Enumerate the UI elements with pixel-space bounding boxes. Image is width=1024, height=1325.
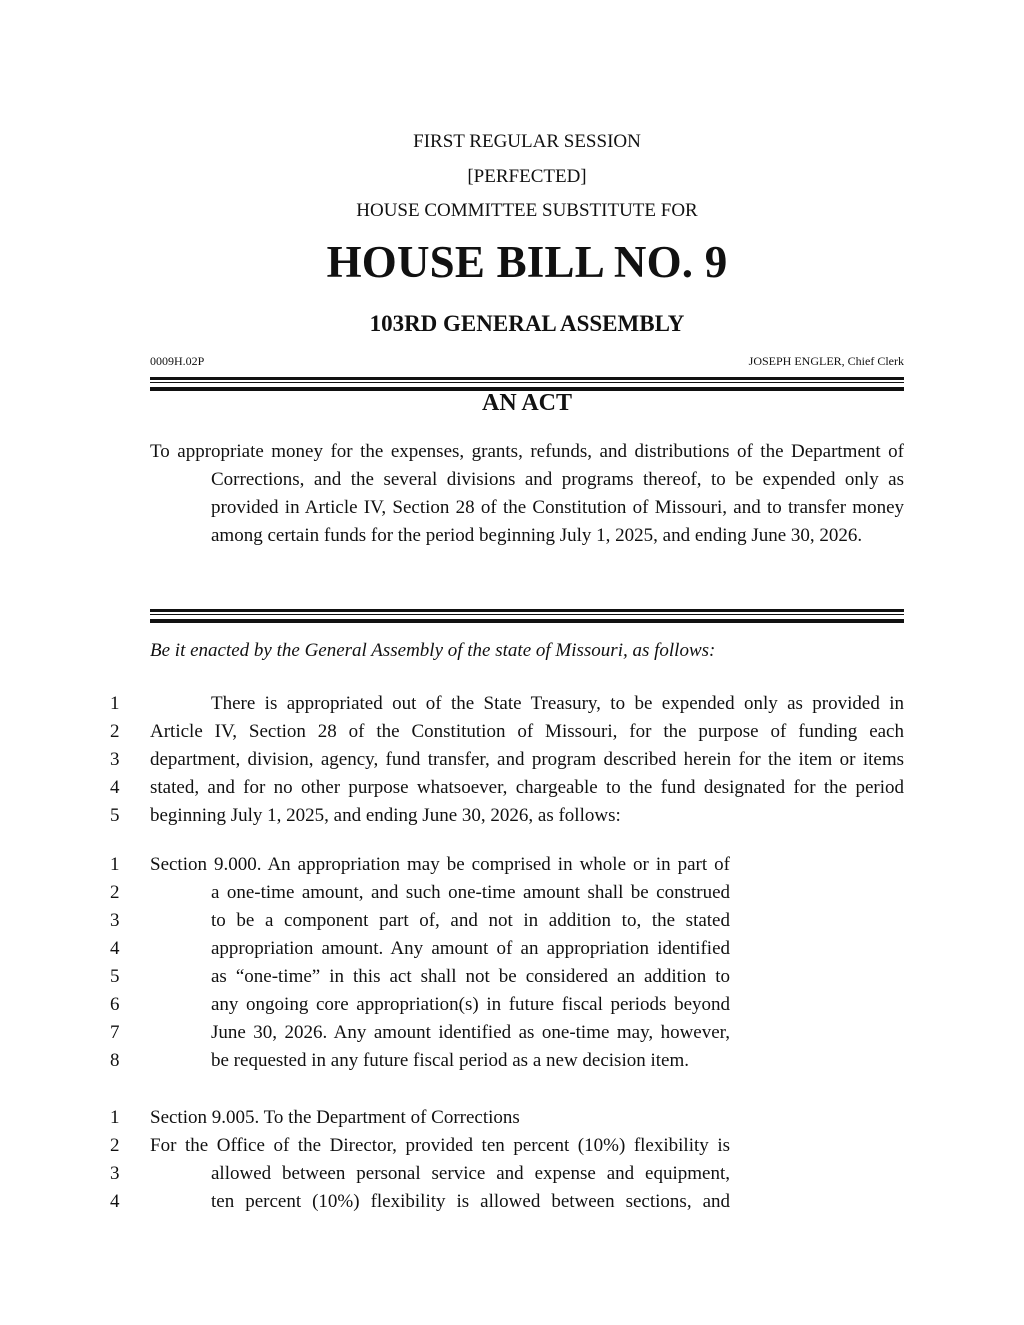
header-divider [150,377,904,391]
line-text: Section 9.005. To the Department of Corrections [150,1107,520,1128]
line-number: 1 [110,854,120,875]
line-text: as “one-time” in this act shall not be considered an addition to [211,966,730,987]
line-number: 4 [110,1191,120,1212]
act-divider [150,609,904,623]
status-heading: [PERFECTED] [467,166,587,187]
line-number: 1 [110,693,120,714]
line-number: 3 [110,1163,120,1184]
bill-number-title: HOUSE BILL NO. 9 [326,237,728,287]
act-title: AN ACT [481,390,572,416]
session-heading: FIRST REGULAR SESSION [413,131,641,152]
line-number: 2 [110,721,120,742]
line-text: For the Office of the Director, provided ten percent (10%) flexibility is [150,1135,730,1156]
line-number: 4 [110,777,120,798]
line-text: Article IV, Section 28 of the Constitution of Missouri, for the purpose of funding each [150,721,904,742]
line-text: ten percent (10%) flexibility is allowed between sections, and [211,1191,730,1212]
line-number: 3 [110,910,120,931]
line-number: 1 [110,1107,120,1128]
line-number: 4 [110,938,120,959]
chief-clerk: JOSEPH ENGLER, Chief Clerk [748,354,904,368]
line-text: Section 9.000. An appropriation may be comprised in whole or in part of [150,854,730,875]
line-text: appropriation amount. Any amount of an appropriation identified [211,938,730,959]
line-number: 2 [110,882,120,903]
line-text: beginning July 1, 2025, and ending June 30, 2026, as follows: [150,805,621,826]
line-number: 2 [110,1135,120,1156]
line-text: be requested in any future fiscal period as a new decision item. [211,1050,689,1071]
line-text: There is appropriated out of the State Treasury, to be expended only as provided in [211,693,904,714]
line-number: 6 [110,994,120,1015]
line-text: any ongoing core appropriation(s) in future fiscal periods beyond [211,994,730,1015]
act-description: To appropriate money for the expenses, grants, refunds, and distributions of the Department of Corrections, and the several divisions and programs thereof, to be expended only as provided in Article IV, Section 28 of the Constitution of Missouri, and to transfer money among certain funds for the period beginning July 1, 2025, and ending June 30, 2026. [150,441,904,546]
line-text: to be a component part of, and not in addition to, the stated [211,910,730,931]
line-number: 8 [110,1050,120,1071]
lr-number: 0009H.02P [150,354,205,368]
line-text: stated, and for no other purpose whatsoever, chargeable to the fund designated for the period [150,777,904,798]
line-text: department, division, agency, fund transfer, and program described herein for the item or items [150,749,904,770]
line-text: allowed between personal service and expense and equipment, [211,1163,730,1184]
substitute-heading: HOUSE COMMITTEE SUBSTITUTE FOR [356,200,698,221]
enacting-clause: Be it enacted by the General Assembly of the state of Missouri, as follows: [150,640,716,661]
line-number: 5 [110,805,120,826]
line-text: June 30, 2026. Any amount identified as one-time may, however, [211,1022,730,1043]
assembly-heading: 103RD GENERAL ASSEMBLY [369,311,685,336]
line-number: 5 [110,966,120,987]
line-number: 7 [110,1022,120,1043]
line-text: a one-time amount, and such one-time amount shall be construed [211,882,730,903]
line-number: 3 [110,749,120,770]
